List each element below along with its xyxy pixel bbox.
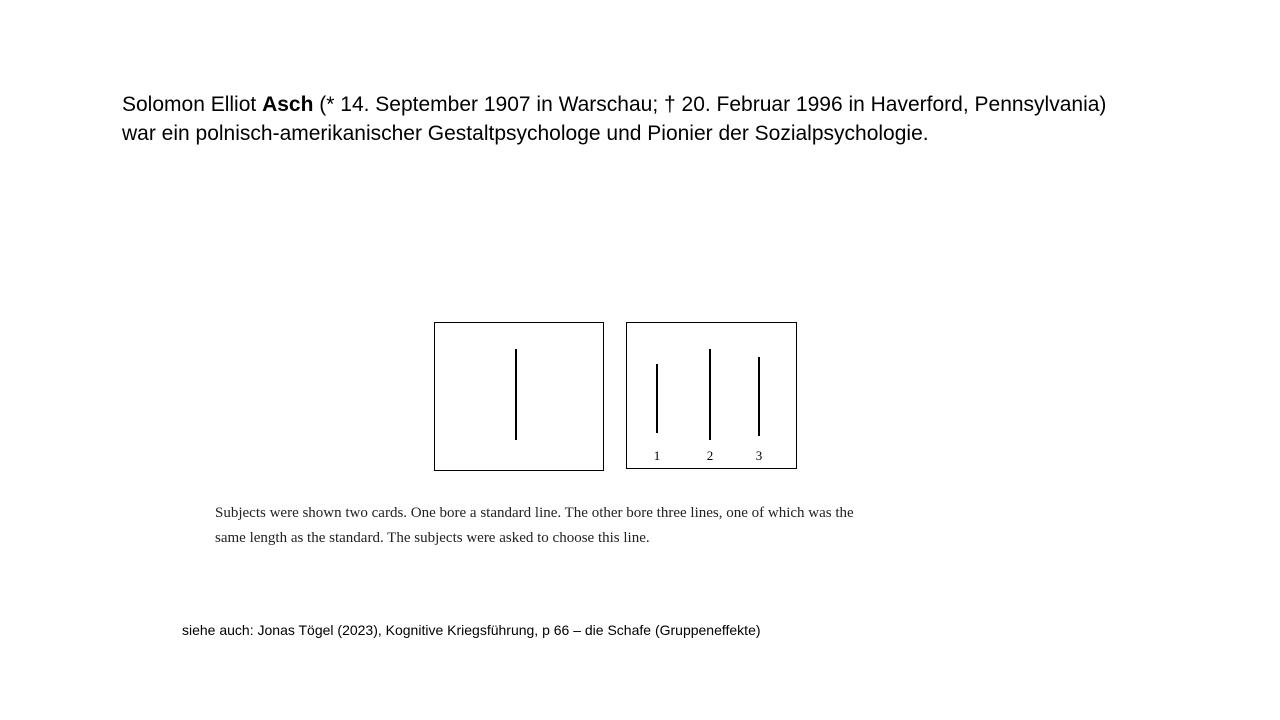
caption-line-2: same length as the standard. The subjects were asked to choose this line. [215,530,650,546]
caption-line-1: Subjects were shown two cards. One bore a standard line. The other bore three lines, one of which was the [215,505,854,521]
figure-caption [215,501,1005,551]
comparison-label-2: 2 [706,448,714,463]
name-surname: Asch [262,93,314,116]
comparison-label-3: 3 [755,448,763,463]
standard-line-card [434,322,604,471]
life-dates: (* 14. September 1907 in Warschau; † 20. Februar 1996 in Haverford, Pennsylvania) [313,93,1107,116]
standard-line [515,349,517,440]
asch-cards-figure [434,322,798,472]
intro-paragraph [122,90,1182,148]
comparison-line-1 [656,364,658,433]
comparison-label-1: 1 [653,448,661,463]
comparison-line-3 [758,357,760,436]
intro-line-2: war ein polnisch-amerikanischer Gestaltpsychologe und Pionier der Sozialpsychologie. [122,122,929,145]
intro-line-1 [122,90,1182,119]
comparison-line-2 [709,349,711,440]
name-prefix: Solomon Elliot [122,93,263,116]
reference-footnote: siehe auch: Jonas Tögel (2023), Kognitive Kriegsführung, p 66 – die Schafe (Gruppeneffekte) [182,622,761,638]
comparison-lines-card [626,322,797,469]
